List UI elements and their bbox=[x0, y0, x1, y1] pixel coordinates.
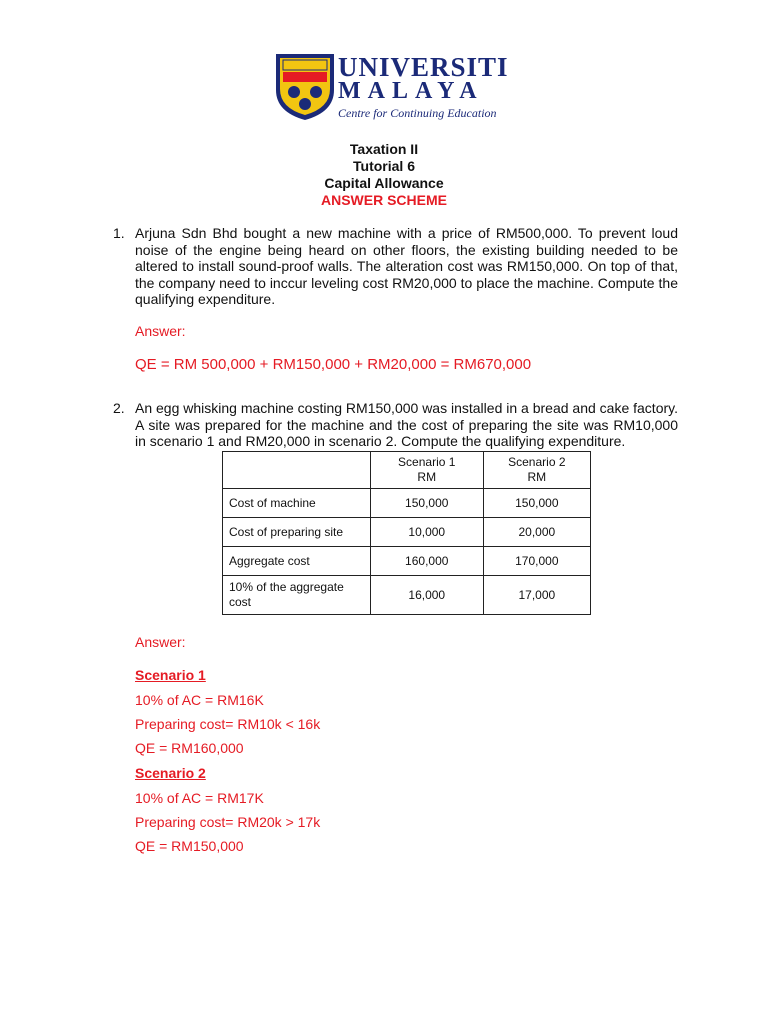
scenario-1-line-3: QE = RM160,000 bbox=[135, 740, 244, 756]
table-header-scenario-2 bbox=[483, 452, 590, 489]
question-2-answer-label: Answer: bbox=[135, 634, 186, 650]
row-label: Cost of preparing site bbox=[223, 518, 371, 547]
question-2 bbox=[113, 400, 678, 450]
row-label: Aggregate cost bbox=[223, 547, 371, 576]
row-value-scenario-1: 16,000 bbox=[370, 576, 483, 615]
tutorial-title: Tutorial 6 bbox=[353, 158, 415, 174]
scenario-2-line-1: 10% of AC = RM17K bbox=[135, 790, 264, 806]
table-row bbox=[223, 489, 591, 518]
logo-centre-text: Centre for Continuing Education bbox=[338, 106, 497, 120]
question-2-text: An egg whisking machine costing RM150,000 was installed in a bread and cake factory. A site was prepared for the machine and the cost of preparing the site was RM10,000 in scenario 1 and RM20,000 in scenario 2. Compute the qualifying expenditure. bbox=[135, 400, 678, 449]
question-1 bbox=[113, 225, 678, 308]
logo-universiti-text: UNIVERSITI bbox=[338, 52, 509, 82]
scenario-1-heading bbox=[135, 667, 206, 683]
row-value-scenario-2: 17,000 bbox=[483, 576, 590, 615]
table-row bbox=[223, 576, 591, 615]
question-1-text: Arjuna Sdn Bhd bought a new machine with a price of RM500,000. To prevent loud noise of the engine being heard on other floors, the existing building needed to be altered to install sound-proof walls. The alteration cost was RM150,000. On top of that, the company need to inccur leveling cost RM20,000 to place the machine. Compute the qualifying expenditure. bbox=[135, 225, 678, 307]
scenario-2-line-3: QE = RM150,000 bbox=[135, 838, 244, 854]
scenario-1-heading-text: Scenario 1 bbox=[135, 667, 206, 683]
scenario-2-label: Scenario 2 bbox=[508, 455, 566, 469]
document-title-block bbox=[0, 141, 768, 209]
scenario-table bbox=[222, 451, 591, 615]
row-label: Cost of machine bbox=[223, 489, 371, 518]
scenario-2-heading-text: Scenario 2 bbox=[135, 765, 206, 781]
topic-title: Capital Allowance bbox=[324, 175, 444, 191]
row-value-scenario-1: 150,000 bbox=[370, 489, 483, 518]
row-value-scenario-1: 160,000 bbox=[370, 547, 483, 576]
row-label: 10% of the aggregate cost bbox=[223, 576, 371, 615]
question-1-answer-label: Answer: bbox=[135, 323, 186, 339]
row-value-scenario-2: 150,000 bbox=[483, 489, 590, 518]
question-2-number: 2. bbox=[113, 400, 125, 416]
table-row bbox=[223, 518, 591, 547]
row-value-scenario-2: 170,000 bbox=[483, 547, 590, 576]
table-header-scenario-1 bbox=[370, 452, 483, 489]
question-1-number: 1. bbox=[113, 225, 125, 241]
logo-malaya-text: MALAYA bbox=[338, 78, 484, 104]
scenario-1-line-2: Preparing cost= RM10k < 16k bbox=[135, 716, 321, 732]
scenario-1-label: Scenario 1 bbox=[398, 455, 456, 469]
question-1-answer: QE = RM 500,000 + RM150,000 + RM20,000 = RM670,000 bbox=[135, 356, 532, 373]
answer-scheme-title: ANSWER SCHEME bbox=[320, 192, 447, 208]
scenario-1-unit: RM bbox=[417, 470, 437, 484]
row-value-scenario-2: 20,000 bbox=[483, 518, 590, 547]
row-value-scenario-1: 10,000 bbox=[370, 518, 483, 547]
scenario-1-line-1: 10% of AC = RM16K bbox=[135, 692, 264, 708]
scenario-2-unit: RM bbox=[527, 470, 547, 484]
table-header-row bbox=[223, 452, 591, 489]
table-header-blank bbox=[223, 452, 371, 489]
table-row bbox=[223, 547, 591, 576]
scenario-2-heading bbox=[135, 765, 206, 781]
scenario-2-line-2: Preparing cost= RM20k > 17k bbox=[135, 814, 321, 830]
course-title: Taxation II bbox=[349, 141, 419, 157]
